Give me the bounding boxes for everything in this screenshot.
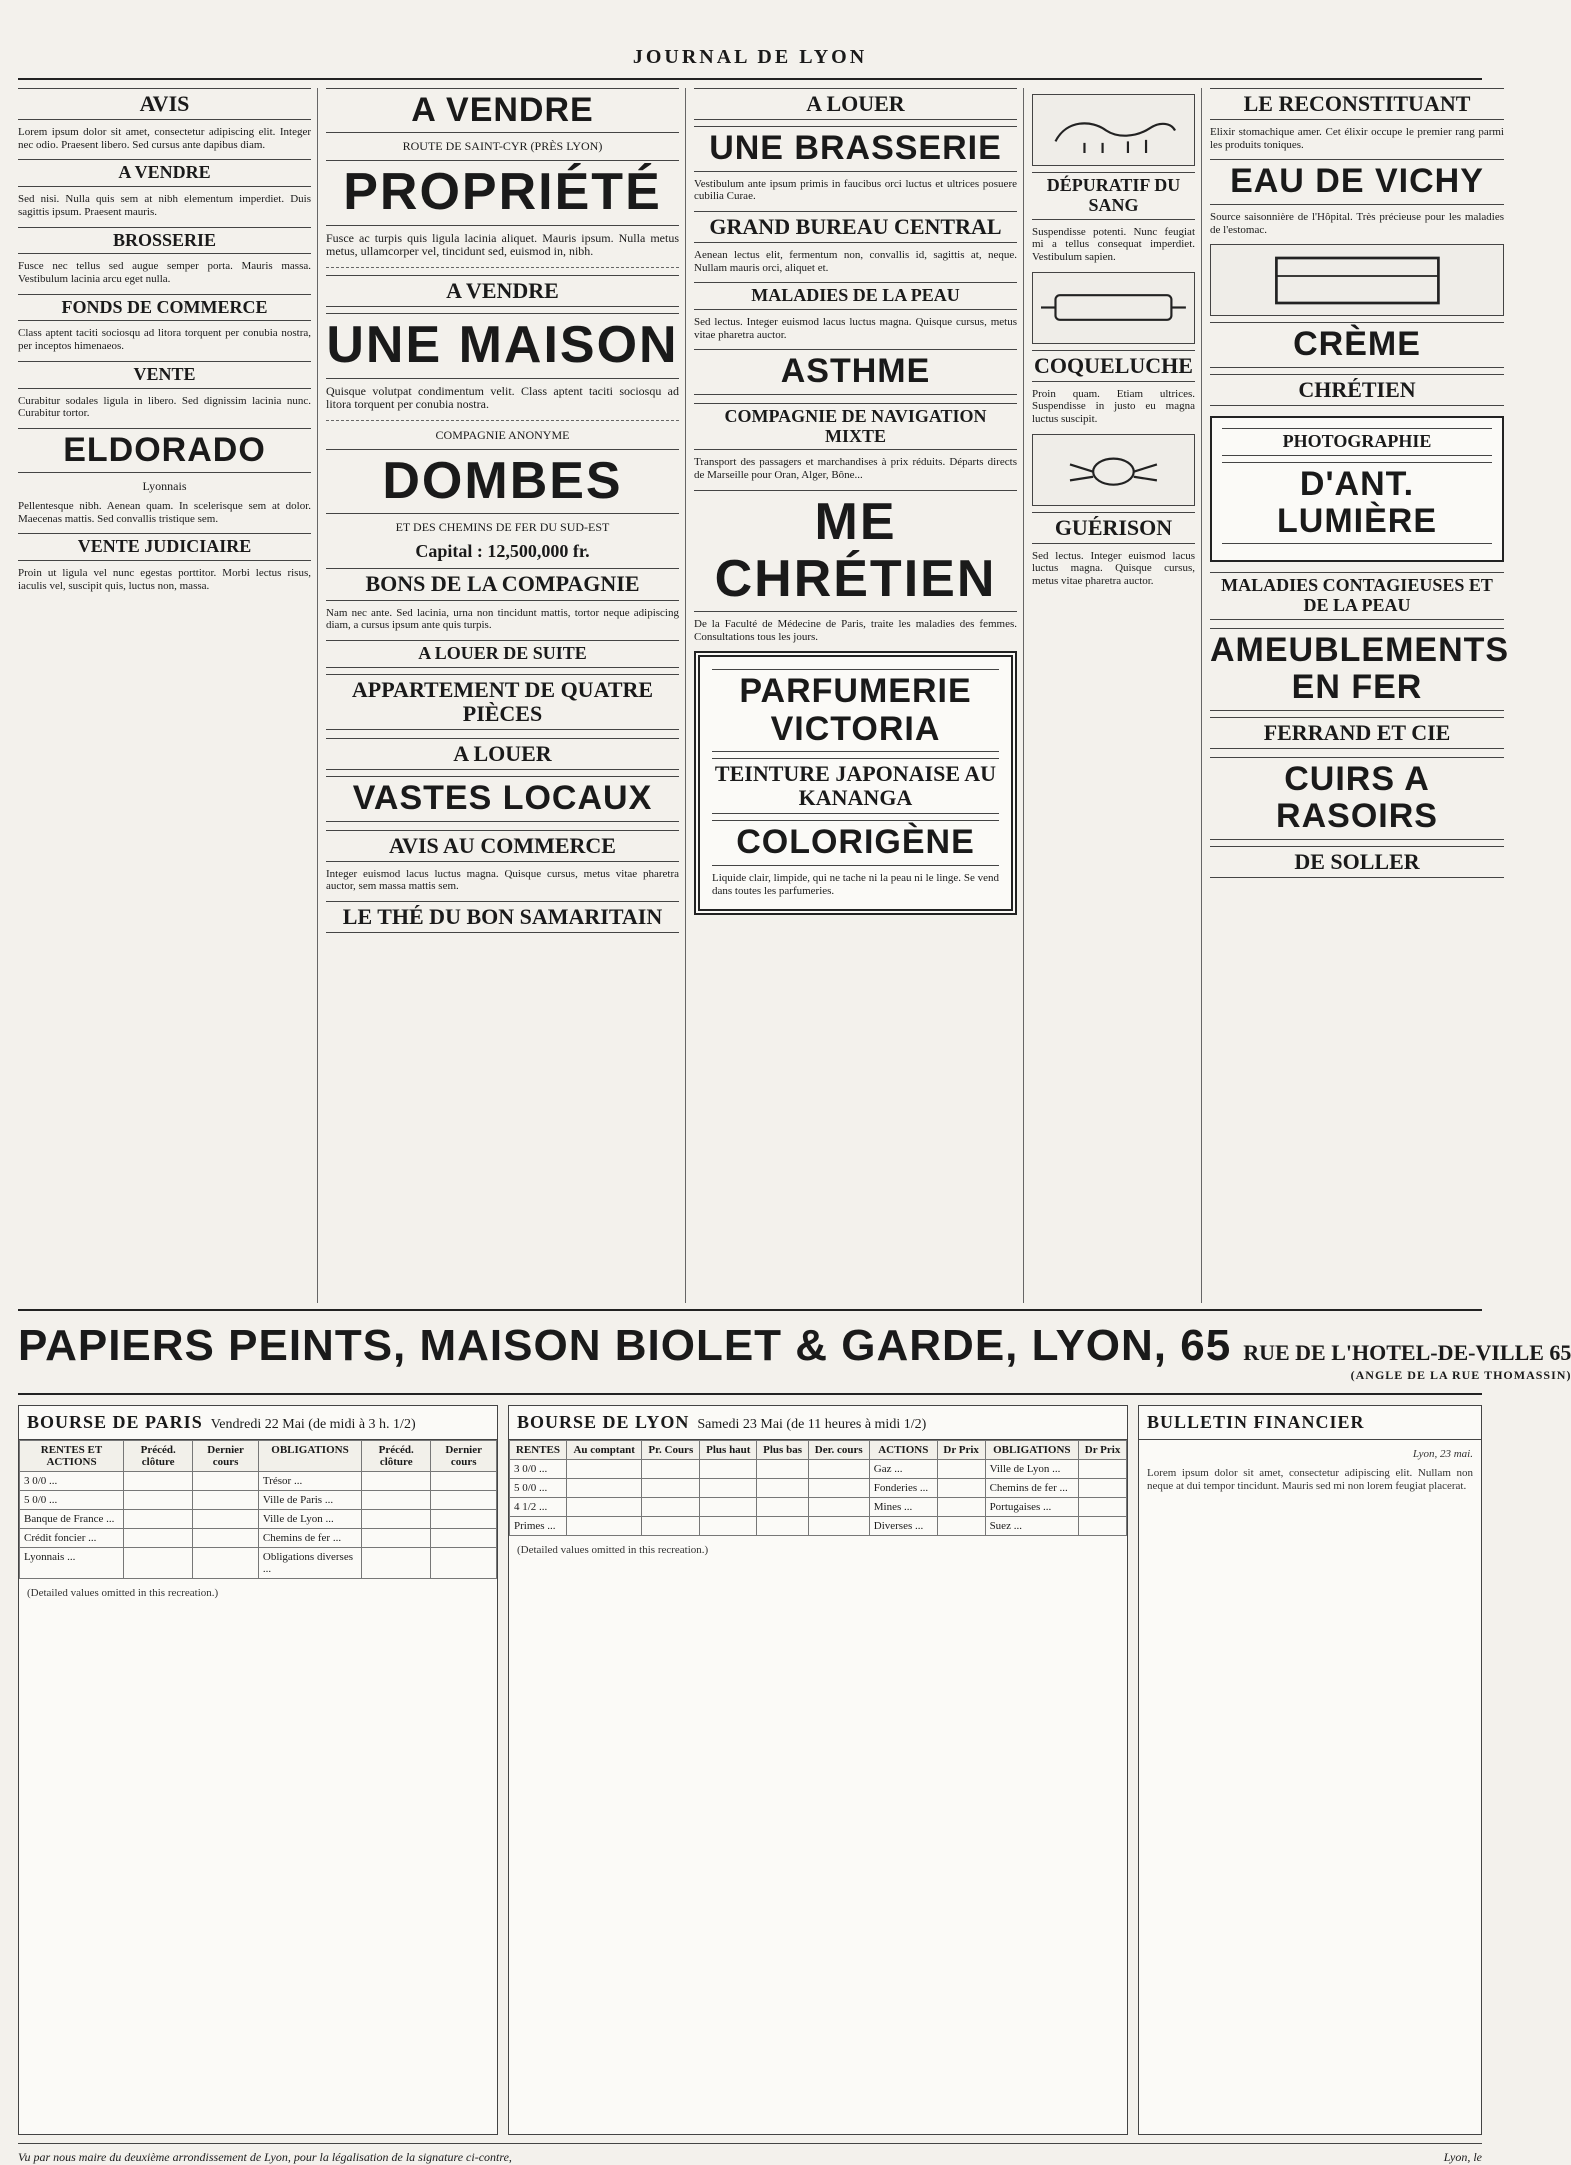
bourse-paris-col-3: OBLIGATIONS bbox=[258, 1441, 361, 1472]
cell bbox=[193, 1472, 259, 1491]
coqueluche-body: Proin quam. Etiam ultrices. Suspendisse in justo eu magna luctus suscipit. bbox=[1032, 387, 1195, 425]
avis-commerce-body: Integer euismod lacus luctus magna. Quisque cursus, metus vitae pharetra auctor, sem massa mattis sem. bbox=[326, 867, 679, 893]
bourse-paris-panel bbox=[18, 1405, 498, 2135]
cell: Portugaises ... bbox=[985, 1498, 1079, 1517]
grand-bureau-body: Aenean lectus elit, fermentum non, convallis id, sagittis at, neque. Nullam mauris orci, aliquet et. bbox=[694, 249, 1017, 274]
cell: Banque de France ... bbox=[20, 1510, 124, 1529]
colorigene-title: COLORIGÈNE bbox=[712, 820, 999, 865]
banner-right-line1: RUE DE L'HOTEL-DE-VILLE 65 bbox=[1243, 1340, 1571, 1365]
a-vendre-title: A VENDRE bbox=[326, 88, 679, 133]
cell bbox=[757, 1498, 808, 1517]
cell bbox=[124, 1491, 193, 1510]
depuratif-title: DÉPURATIF DU SANG bbox=[1032, 172, 1195, 220]
masthead-rule bbox=[18, 78, 1482, 80]
eldorado-title: ELDORADO bbox=[18, 428, 311, 473]
bottle-icon bbox=[1041, 276, 1186, 339]
upper-classifieds bbox=[18, 88, 1510, 1303]
creme-block bbox=[1210, 322, 1504, 406]
cell bbox=[700, 1460, 757, 1479]
cell: 5 0/0 ... bbox=[510, 1479, 567, 1498]
bourse-paris-col-4: Précéd. clôture bbox=[362, 1441, 431, 1472]
banner-left: PAPIERS PEINTS, MAISON BIOLET & GARDE, LYON, 65 bbox=[18, 1321, 1232, 1370]
bourse-lyon-col-9: Dr Prix bbox=[1079, 1441, 1127, 1460]
reconstituant-title: LE RECONSTITUANT bbox=[1210, 88, 1504, 120]
cell bbox=[808, 1517, 869, 1536]
bourse-lyon-placeholder: (Detailed values omitted in this recreation.) bbox=[517, 1544, 709, 1556]
banner-right bbox=[1243, 1340, 1571, 1383]
navigation-title: COMPAGNIE DE NAVIGATION MIXTE bbox=[694, 403, 1017, 451]
cell: Crédit foncier ... bbox=[20, 1529, 124, 1548]
masthead-title: JOURNAL DE LYON bbox=[632, 45, 868, 68]
column-3 bbox=[694, 88, 1024, 1303]
cell bbox=[362, 1548, 431, 1579]
bourse-lyon-col-7: Dr Prix bbox=[937, 1441, 985, 1460]
banner-right-line2: (ANGLE DE LA RUE THOMASSIN) bbox=[1350, 1368, 1571, 1382]
table-row bbox=[510, 1479, 1127, 1498]
avis-commerce-block bbox=[326, 830, 679, 893]
manioc-box-illustration bbox=[1210, 244, 1504, 316]
beetle-illustration bbox=[1032, 434, 1195, 506]
cell bbox=[193, 1491, 259, 1510]
reconstituant-body: Elixir stomachique amer. Cet élixir occupe le premier rang parmi les produits toniques. bbox=[1210, 126, 1504, 151]
footer-left: Vu par nous maire du deuxième arrondissement de Lyon, pour la légalisation de la signature ci-contre, bbox=[18, 2150, 512, 2164]
chretien-bains-title: CHRÉTIEN bbox=[1210, 374, 1504, 406]
cell: Ville de Paris ... bbox=[258, 1491, 361, 1510]
bourse-lyon-col-3: Plus haut bbox=[700, 1441, 757, 1460]
asthme-block bbox=[694, 349, 1017, 394]
vente-judiciaire-title: VENTE JUDICIAIRE bbox=[18, 533, 311, 561]
maladies-peau-block bbox=[694, 282, 1017, 341]
cuirs-block bbox=[1210, 757, 1504, 878]
creme-title: CRÈME bbox=[1210, 322, 1504, 367]
cell bbox=[124, 1510, 193, 1529]
footer bbox=[18, 2143, 1482, 2165]
cell bbox=[1079, 1479, 1127, 1498]
brosserie-title: BROSSERIE bbox=[18, 227, 311, 255]
soller-title: DE SOLLER bbox=[1210, 846, 1504, 878]
cell: Obligations diverses ... bbox=[258, 1548, 361, 1579]
cell bbox=[642, 1517, 700, 1536]
cell bbox=[362, 1529, 431, 1548]
bourse-lyon-header bbox=[509, 1406, 1127, 1440]
compagnie-subtitle: COMPAGNIE ANONYME bbox=[435, 428, 570, 443]
cell bbox=[362, 1510, 431, 1529]
cell: Suez ... bbox=[985, 1517, 1079, 1536]
cell bbox=[1079, 1498, 1127, 1517]
cell: Primes ... bbox=[510, 1517, 567, 1536]
a-louer-brasserie-title: A LOUER bbox=[694, 88, 1017, 120]
cell bbox=[124, 1548, 193, 1579]
maison-body: Quisque volutpat condimentum velit. Class aptent taciti sociosqu ad litora torquent per conubia nostra. bbox=[326, 383, 679, 412]
vente-body: Curabitur sodales ligula in libero. Sed dignissim lacinia nunc. Curabitur tortor. bbox=[18, 394, 311, 420]
eau-vichy-body: Source saisonnière de l'Hôpital. Très précieuse pour les maladies de l'estomac. bbox=[1210, 210, 1504, 236]
cell: Chemins de fer ... bbox=[985, 1479, 1079, 1498]
une-maison-title: UNE MAISON bbox=[326, 313, 679, 378]
bulletin-text: Lorem ipsum dolor sit amet, consectetur adipiscing elit. Nullam non neque at dui tempor tincidunt. Mauris sed mi non lorem feugiat placerat. bbox=[1147, 1467, 1473, 1492]
bulletin-title: BULLETIN FINANCIER bbox=[1147, 1412, 1365, 1432]
market-section bbox=[18, 1405, 1482, 2135]
avis-block bbox=[18, 88, 311, 151]
cell bbox=[808, 1460, 869, 1479]
cell bbox=[700, 1498, 757, 1517]
bourse-lyon-body bbox=[510, 1460, 1127, 1536]
cell bbox=[431, 1491, 497, 1510]
a-vendre-propriete bbox=[326, 88, 679, 259]
maladies-contagieuses-title: MALADIES CONTAGIEUSES ET DE LA PEAU bbox=[1210, 572, 1504, 620]
cell bbox=[757, 1479, 808, 1498]
bourse-lyon-header-row bbox=[510, 1441, 1127, 1460]
table-row bbox=[20, 1491, 497, 1510]
bourse-lyon-table bbox=[509, 1440, 1127, 1536]
table-row bbox=[20, 1529, 497, 1548]
horse-icon bbox=[1041, 99, 1186, 162]
papiers-peints-banner bbox=[18, 1309, 1571, 1395]
cuirs-title: CUIRS A RASOIRS bbox=[1210, 757, 1504, 840]
brasserie-block bbox=[694, 88, 1017, 203]
cell: Ville de Lyon ... bbox=[985, 1460, 1079, 1479]
cell bbox=[124, 1472, 193, 1491]
bourse-paris-date: Vendredi 22 Mai (de midi à 3 h. 1/2) bbox=[210, 1417, 416, 1432]
maladies-peau-body: Sed lectus. Integer euismod lacus luctus magna. Quisque cursus, metus vitae pharetra auctor. bbox=[694, 316, 1017, 341]
cell: 3 0/0 ... bbox=[20, 1472, 124, 1491]
cell bbox=[362, 1472, 431, 1491]
bourse-paris-title: BOURSE DE PARIS bbox=[27, 1412, 203, 1432]
cell: Ville de Lyon ... bbox=[258, 1510, 361, 1529]
bourse-lyon-date: Samedi 23 Mai (de 11 heures à midi 1/2) bbox=[697, 1417, 927, 1432]
bourse-paris-table bbox=[19, 1440, 497, 1579]
eau-vichy-title: EAU DE VICHY bbox=[1210, 159, 1504, 204]
the-bon-samaritain-title: LE THÉ DU BON SAMARITAIN bbox=[326, 901, 679, 933]
cell bbox=[431, 1529, 497, 1548]
bourse-paris-col-1: Précéd. clôture bbox=[124, 1441, 193, 1472]
bulletin-body bbox=[1139, 1440, 1481, 1500]
brosserie-block bbox=[18, 227, 311, 286]
footer-right: Lyon, le bbox=[1443, 2150, 1482, 2164]
lumiere-title: D'ANT. LUMIÈRE bbox=[1222, 462, 1492, 545]
navigation-body: Transport des passagers et marchandises à prix réduits. Départs directs de Marseille pour Oran, Alger, Bône... bbox=[694, 456, 1017, 482]
cell bbox=[808, 1479, 869, 1498]
eldorado-subtitle: Lyonnais bbox=[142, 479, 187, 494]
depuratif-body: Suspendisse potenti. Nunc feugiat mi a tellus consequat imperdiet. Vestibulum sapien. bbox=[1032, 225, 1195, 263]
ferrand-title: FERRAND ET CIE bbox=[1210, 717, 1504, 749]
cell bbox=[937, 1498, 985, 1517]
vente-block bbox=[18, 361, 311, 420]
fonds-commerce-title: FONDS DE COMMERCE bbox=[18, 294, 311, 322]
cell bbox=[757, 1460, 808, 1479]
cell: Diverses ... bbox=[869, 1517, 937, 1536]
cell: Gaz ... bbox=[869, 1460, 937, 1479]
parfumerie-title: PARFUMERIE VICTORIA bbox=[712, 669, 999, 752]
brasserie-title: UNE BRASSERIE bbox=[694, 126, 1017, 171]
teinture-title: TEINTURE JAPONAISE AU KANANGA bbox=[712, 758, 999, 814]
a-louer-suite-title: A LOUER DE SUITE bbox=[326, 640, 679, 668]
cell bbox=[431, 1472, 497, 1491]
horse-illustration bbox=[1032, 94, 1195, 166]
cell: Chemins de fer ... bbox=[258, 1529, 361, 1548]
propriete-title: PROPRIÉTÉ bbox=[326, 160, 679, 225]
propriete-body: Fusce ac turpis quis ligula lacinia aliquet. Mauris ipsum. Nulla metus metus, ullamcorper vel, tincidunt sed, euismod in, nibh. bbox=[326, 230, 679, 259]
cell bbox=[124, 1529, 193, 1548]
bourse-lyon-panel bbox=[508, 1405, 1128, 2135]
bourse-lyon-col-5: Der. cours bbox=[808, 1441, 869, 1460]
bourse-lyon-col-2: Pr. Cours bbox=[642, 1441, 700, 1460]
cell bbox=[1079, 1517, 1127, 1536]
table-row bbox=[20, 1510, 497, 1529]
cell: 3 0/0 ... bbox=[510, 1460, 567, 1479]
cell bbox=[193, 1510, 259, 1529]
column-4 bbox=[1032, 88, 1202, 1303]
cell: Mines ... bbox=[869, 1498, 937, 1517]
a-vendre2-title: A VENDRE bbox=[326, 275, 679, 307]
capital-line: Capital : 12,500,000 fr. bbox=[415, 541, 590, 562]
parfumerie-ad bbox=[694, 651, 1017, 915]
avis-body: Lorem ipsum dolor sit amet, consectetur adipiscing elit. Integer nec odio. Praesent libero. Sed cursus ante dapibus diam. bbox=[18, 126, 311, 151]
cell bbox=[700, 1479, 757, 1498]
cell bbox=[642, 1460, 700, 1479]
bourse-lyon-col-0: RENTES bbox=[510, 1441, 567, 1460]
ameublements-block bbox=[1210, 628, 1510, 749]
asthme-title: ASTHME bbox=[694, 349, 1017, 394]
a-vendre-maison bbox=[326, 275, 679, 412]
coqueluche-title: COQUELUCHE bbox=[1032, 350, 1195, 382]
vente-title: VENTE bbox=[18, 361, 311, 389]
a-louer-suite-block bbox=[326, 640, 679, 730]
bourse-paris-placeholder: (Detailed values omitted in this recreation.) bbox=[27, 1587, 219, 1599]
bourse-lyon-col-1: Au comptant bbox=[566, 1441, 642, 1460]
grand-bureau-block bbox=[694, 211, 1017, 274]
vastes-locaux-title: VASTES LOCAUX bbox=[326, 776, 679, 821]
bourse-lyon-col-6: ACTIONS bbox=[869, 1441, 937, 1460]
the-bon-samaritain-block bbox=[326, 901, 679, 933]
cell: 5 0/0 ... bbox=[20, 1491, 124, 1510]
column-1 bbox=[18, 88, 318, 1303]
bourse-lyon-col-8: OBLIGATIONS bbox=[985, 1441, 1079, 1460]
cell bbox=[566, 1460, 642, 1479]
fonds-commerce-body: Class aptent taciti sociosqu ad litora torquent per conubia nostra, per inceptos himenaeos. bbox=[18, 327, 311, 353]
cell bbox=[937, 1479, 985, 1498]
bourse-paris-col-2: Dernier cours bbox=[193, 1441, 259, 1472]
navigation-block bbox=[694, 403, 1017, 482]
dombes-subtitle: ET DES CHEMINS DE FER DU SUD-EST bbox=[395, 520, 610, 535]
dombes-title: DOMBES bbox=[326, 449, 679, 514]
maladies-contagieuses-block bbox=[1210, 572, 1504, 620]
compagnie-block bbox=[326, 428, 679, 632]
table-row bbox=[20, 1472, 497, 1491]
vente-judiciaire-block bbox=[18, 533, 311, 592]
a-vendre-small-title: A VENDRE bbox=[18, 159, 311, 187]
guerison-block bbox=[1032, 512, 1195, 588]
photographie-ad bbox=[1210, 416, 1504, 563]
a-louer-title: A LOUER bbox=[326, 738, 679, 770]
depuratif-block bbox=[1032, 172, 1195, 264]
a-vendre-small-body: Sed nisi. Nulla quis sem at nibh elementum imperdiet. Duis sagittis ipsum. Praesent mauris. bbox=[18, 193, 311, 218]
medicine-bottle-illustration bbox=[1032, 272, 1195, 344]
masthead bbox=[18, 40, 1482, 74]
cell bbox=[566, 1479, 642, 1498]
cell: Trésor ... bbox=[258, 1472, 361, 1491]
cell bbox=[642, 1479, 700, 1498]
bons-title: BONS DE LA COMPAGNIE bbox=[326, 568, 679, 600]
cell bbox=[1079, 1460, 1127, 1479]
bourse-paris-header bbox=[19, 1406, 497, 1440]
column-5 bbox=[1210, 88, 1510, 1303]
cell bbox=[808, 1498, 869, 1517]
fonds-commerce-block bbox=[18, 294, 311, 353]
parfumerie-body: Liquide clair, limpide, qui ne tache ni la peau ni le linge. Se vend dans toutes les parfumeries. bbox=[712, 871, 999, 897]
table-row bbox=[510, 1498, 1127, 1517]
brasserie-body: Vestibulum ante ipsum primis in faucibus orci luctus et ultrices posuere cubilia Curae. bbox=[694, 177, 1017, 203]
bourse-lyon-title: BOURSE DE LYON bbox=[517, 1412, 690, 1432]
chretien-block bbox=[694, 490, 1017, 644]
chretien-title: ME CHRÉTIEN bbox=[694, 490, 1017, 612]
bourse-paris-col-5: Dernier cours bbox=[431, 1441, 497, 1472]
appartement-title: APPARTEMENT DE QUATRE PIÈCES bbox=[326, 674, 679, 730]
cell bbox=[700, 1517, 757, 1536]
cell bbox=[193, 1529, 259, 1548]
cell bbox=[566, 1517, 642, 1536]
a-vendre-small-block bbox=[18, 159, 311, 218]
bourse-lyon-col-4: Plus bas bbox=[757, 1441, 808, 1460]
cell bbox=[431, 1510, 497, 1529]
column-2 bbox=[326, 88, 686, 1303]
avis-title: AVIS bbox=[18, 88, 311, 120]
beetle-icon bbox=[1041, 438, 1186, 501]
table-row bbox=[20, 1548, 497, 1579]
box-icon bbox=[1226, 249, 1489, 312]
a-vendre-subtitle: ROUTE DE SAINT-CYR (PRÈS LYON) bbox=[402, 139, 603, 154]
guerison-title: GUÉRISON bbox=[1032, 512, 1195, 544]
photographie-title: PHOTOGRAPHIE bbox=[1222, 428, 1492, 456]
cell bbox=[566, 1498, 642, 1517]
bulletin-panel bbox=[1138, 1405, 1482, 2135]
cell bbox=[757, 1517, 808, 1536]
divider bbox=[326, 267, 679, 269]
table-row bbox=[510, 1460, 1127, 1479]
chretien-body: De la Faculté de Médecine de Paris, traite les maladies des femmes. Consultations tous les jours. bbox=[694, 618, 1017, 643]
cell: Lyonnais ... bbox=[20, 1548, 124, 1579]
cell bbox=[193, 1548, 259, 1579]
cell bbox=[431, 1548, 497, 1579]
cell bbox=[937, 1517, 985, 1536]
coqueluche-block bbox=[1032, 350, 1195, 426]
ameublements-title: AMEUBLEMENTS EN FER bbox=[1210, 628, 1504, 711]
reconstituant-block bbox=[1210, 88, 1504, 151]
bourse-paris-body bbox=[20, 1472, 497, 1579]
bourse-paris-header-row bbox=[20, 1441, 497, 1472]
eldorado-block bbox=[18, 428, 311, 526]
bons-body: Nam nec ante. Sed lacinia, urna non tincidunt mattis, tortor neque adipiscing diam, a cursus ipsum ante quis turpis. bbox=[326, 606, 679, 632]
bulletin-header bbox=[1139, 1406, 1481, 1440]
cell: Fonderies ... bbox=[869, 1479, 937, 1498]
table-row bbox=[510, 1517, 1127, 1536]
vente-judiciaire-body: Proin ut ligula vel nunc egestas porttitor. Morbi lectus risus, iaculis vel, suscipit quis, luctus non, massa. bbox=[18, 567, 311, 592]
vichy-block bbox=[1210, 159, 1504, 236]
maladies-peau-title: MALADIES DE LA PEAU bbox=[694, 282, 1017, 310]
cell bbox=[362, 1491, 431, 1510]
cell: 4 1/2 ... bbox=[510, 1498, 567, 1517]
guerison-body: Sed lectus. Integer euismod lacus luctus magna. Quisque cursus, metus vitae pharetra auctor. bbox=[1032, 549, 1195, 588]
a-louer-block bbox=[326, 738, 679, 822]
bourse-paris-col-0: RENTES ET ACTIONS bbox=[20, 1441, 124, 1472]
divider bbox=[326, 420, 679, 422]
brosserie-body: Fusce nec tellus sed augue semper porta. Mauris massa. Vestibulum lacinia arcu eget nulla. bbox=[18, 260, 311, 285]
cell bbox=[937, 1460, 985, 1479]
cell bbox=[642, 1498, 700, 1517]
bulletin-date: Lyon, 23 mai. bbox=[1412, 1448, 1473, 1460]
avis-commerce-title: AVIS AU COMMERCE bbox=[326, 830, 679, 862]
grand-bureau-title: GRAND BUREAU CENTRAL bbox=[694, 211, 1017, 243]
eldorado-body: Pellentesque nibh. Aenean quam. In scelerisque sem at dolor. Maecenas mattis. Sed convallis tristique sem. bbox=[18, 500, 311, 525]
